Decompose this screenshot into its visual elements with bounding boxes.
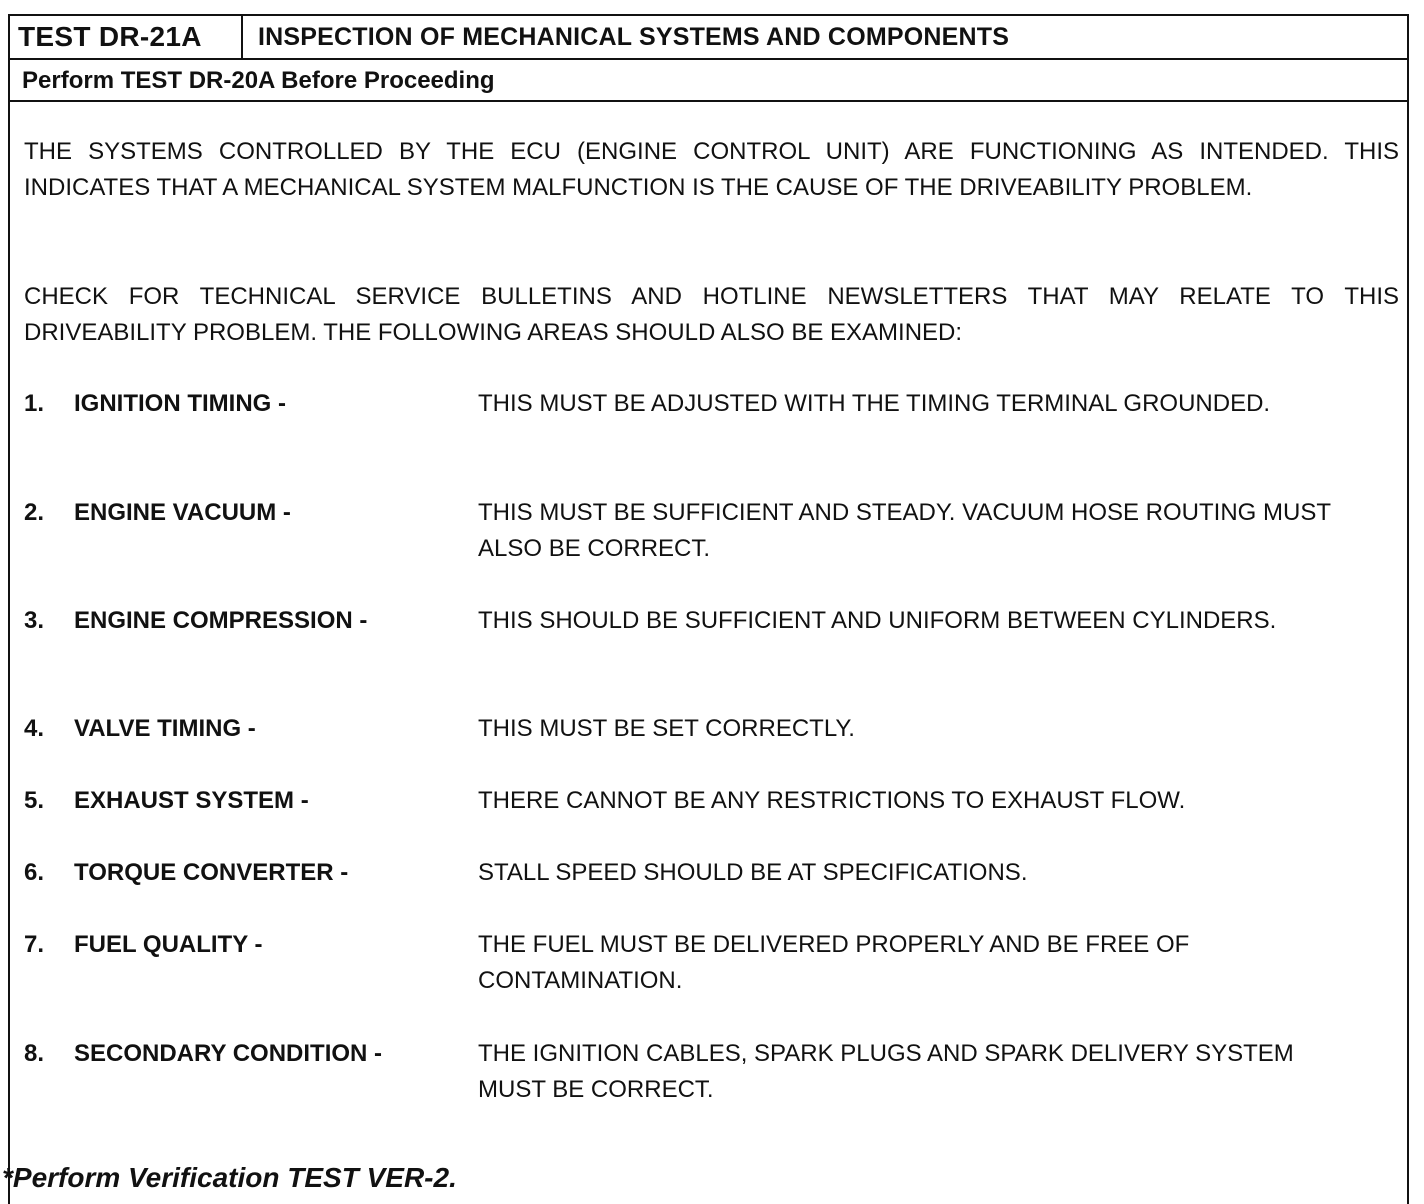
item-label: FUEL QUALITY -: [74, 931, 263, 958]
item-label: ENGINE COMPRESSION -: [74, 607, 368, 634]
test-id: TEST DR-21A: [10, 16, 243, 58]
prerequisite-note: Perform TEST DR-20A Before Proceeding: [22, 67, 495, 94]
item-description: THIS MUST BE SUFFICIENT AND STEADY. VACUUM HOSE ROUTING MUST ALSO BE CORRECT.: [478, 499, 1331, 562]
verification-note: *Perform Verification TEST VER-2.: [2, 1162, 457, 1193]
item-label: TORQUE CONVERTER -: [74, 859, 349, 886]
item-description: THERE CANNOT BE ANY RESTRICTIONS TO EXHAUST FLOW.: [478, 787, 1186, 814]
item-label: IGNITION TIMING -: [74, 390, 286, 417]
item-label: ENGINE VACUUM -: [74, 499, 291, 526]
item-number: 6.: [24, 859, 45, 886]
header-row: [10, 16, 1407, 60]
item-number: 5.: [24, 787, 45, 814]
item-description: THE IGNITION CABLES, SPARK PLUGS AND SPARK DELIVERY SYSTEM MUST BE CORRECT.: [478, 1040, 1294, 1103]
intro-paragraph-1: THE SYSTEMS CONTROLLED BY THE ECU (ENGINE CONTROL UNIT) ARE FUNCTIONING AS INTENDED. THIS INDICATES THAT A MECHANICAL SYSTEM MALFUNCTION IS THE CAUSE OF THE DRIVEABILITY PROBLEM.: [24, 138, 1399, 201]
item-description: THIS MUST BE ADJUSTED WITH THE TIMING TERMINAL GROUNDED.: [478, 390, 1271, 417]
item-label: EXHAUST SYSTEM -: [74, 787, 309, 814]
item-description: THIS MUST BE SET CORRECTLY.: [478, 715, 855, 742]
item-number: 7.: [24, 931, 45, 958]
item-label: VALVE TIMING -: [74, 715, 256, 742]
item-label: SECONDARY CONDITION -: [74, 1040, 383, 1067]
item-description: THIS SHOULD BE SUFFICIENT AND UNIFORM BETWEEN CYLINDERS.: [478, 607, 1277, 634]
item-number: 4.: [24, 715, 45, 742]
intro-paragraph-2: CHECK FOR TECHNICAL SERVICE BULLETINS AND HOTLINE NEWSLETTERS THAT MAY RELATE TO THIS DRIVEABILITY PROBLEM. THE FOLLOWING AREAS SHOULD ALSO BE EXAMINED:: [24, 283, 1399, 346]
item-description: THE FUEL MUST BE DELIVERED PROPERLY AND BE FREE OF CONTAMINATION.: [478, 931, 1190, 994]
item-number: 1.: [24, 390, 45, 417]
item-description: STALL SPEED SHOULD BE AT SPECIFICATIONS.: [478, 859, 1028, 886]
test-frame: [8, 14, 1409, 1204]
prerequisite-row: [10, 60, 1407, 102]
item-number: 3.: [24, 607, 45, 634]
item-number: 8.: [24, 1040, 45, 1067]
test-title: INSPECTION OF MECHANICAL SYSTEMS AND COMPONENTS: [258, 23, 1010, 51]
item-number: 2.: [24, 499, 45, 526]
